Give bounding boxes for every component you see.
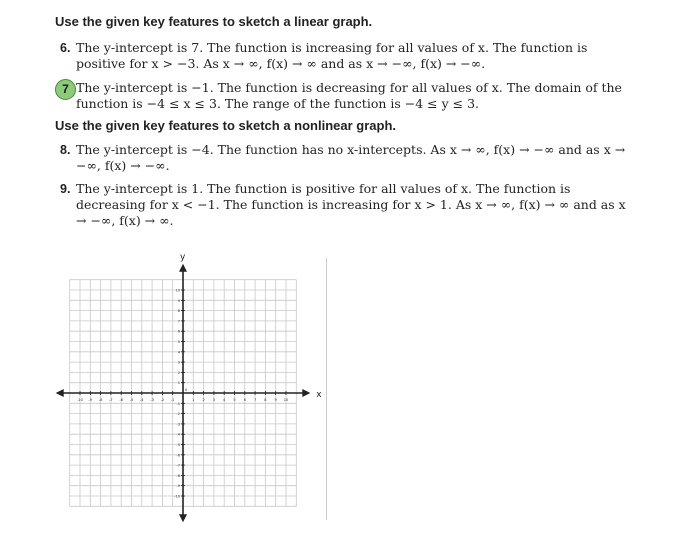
- y-tick-label: 3: [177, 360, 180, 365]
- problem-number: 9.: [60, 182, 71, 196]
- x-tick-label: 8: [264, 398, 267, 402]
- problem-number: 6.: [60, 41, 71, 55]
- y-tick-label: -6: [176, 453, 180, 458]
- x-tick-label: -10: [77, 398, 83, 402]
- x-tick-label: 10: [283, 398, 289, 402]
- y-tick-label: 7: [177, 319, 180, 324]
- x-tick-label: -4: [140, 398, 144, 402]
- x-tick-label: 3: [212, 398, 216, 402]
- y-tick-label: 9: [177, 298, 180, 303]
- y-tick-label: -2: [176, 412, 180, 417]
- x-tick-label: -7: [109, 398, 113, 402]
- problem-text: The y-intercept is −4. The function has no x-intercepts. As x → ∞, f(x) → −∞ and as x → −∞, f(x) → −∞.: [76, 142, 626, 173]
- problem-number: 8.: [60, 143, 71, 157]
- y-tick-label: -3: [176, 422, 180, 427]
- y-tick-label: -10: [174, 494, 180, 499]
- y-tick-label: -4: [176, 432, 180, 437]
- y-tick-label: -9: [176, 484, 180, 489]
- problem-text: The y-intercept is −1. The function is decreasing for all values of x. The domain of the function is −4 ≤ x ≤ 3. The range of the function is −4 ≤ y ≤ 3.: [76, 80, 622, 111]
- x-tick-label: 9: [274, 398, 277, 402]
- x-tick-label: -6: [119, 398, 123, 402]
- x-axis-arrow-right: [302, 389, 310, 397]
- section-heading-nonlinear: Use the given key features to sketch a nonlinear graph.: [55, 118, 396, 133]
- x-tick-label: -2: [160, 398, 165, 402]
- problem-text: The y-intercept is 1. The function is positive for all values of x. The function is decreasing for x < −1. The function is increasing for x > 1. As x → ∞, f(x) → ∞ and as x → −∞, f(x) → ∞.: [76, 181, 626, 228]
- problem-7-highlight-badge[interactable]: 7: [55, 79, 76, 100]
- x-axis-arrow-left: [56, 389, 64, 397]
- x-tick-label: -3: [150, 398, 154, 402]
- y-axis-arrow-up: [179, 264, 187, 272]
- x-tick-label: 4: [223, 398, 226, 402]
- y-tick-label: 10: [175, 288, 180, 293]
- origin-label: 0: [185, 388, 188, 392]
- x-tick-label: 5: [233, 398, 236, 402]
- y-tick-label: -8: [176, 473, 180, 478]
- y-tick-label: 1: [177, 381, 180, 386]
- x-axis-label: x: [316, 390, 322, 400]
- y-tick-label: -7: [176, 463, 180, 468]
- x-tick-label: -1: [170, 398, 175, 402]
- y-axis-label: y: [180, 252, 186, 263]
- y-tick-label: 5: [177, 340, 180, 344]
- x-tick-label: 6: [243, 398, 246, 402]
- y-tick-label: 8: [177, 309, 180, 314]
- y-tick-label: -1: [176, 401, 180, 406]
- y-tick-label: 4: [177, 350, 180, 355]
- x-tick-label: 7: [253, 398, 257, 402]
- y-tick-label: 6: [177, 329, 180, 334]
- y-tick-label: 2: [177, 370, 180, 375]
- x-tick-label: 1: [192, 398, 195, 402]
- y-tick-label: -5: [176, 443, 180, 447]
- x-tick-label: -5: [129, 398, 134, 402]
- x-tick-label: -9: [88, 398, 93, 402]
- problem-text: The y-intercept is 7. The function is increasing for all values of x. The function is positive for x > −3. As x → ∞, f(x) → ∞ and as x → −∞, f(x) → −∞.: [76, 40, 588, 71]
- section-heading-linear: Use the given key features to sketch a linear graph.: [55, 14, 373, 29]
- y-axis-arrow-down: [179, 514, 187, 522]
- x-tick-label: 2: [202, 398, 205, 402]
- x-tick-label: -8: [98, 398, 103, 402]
